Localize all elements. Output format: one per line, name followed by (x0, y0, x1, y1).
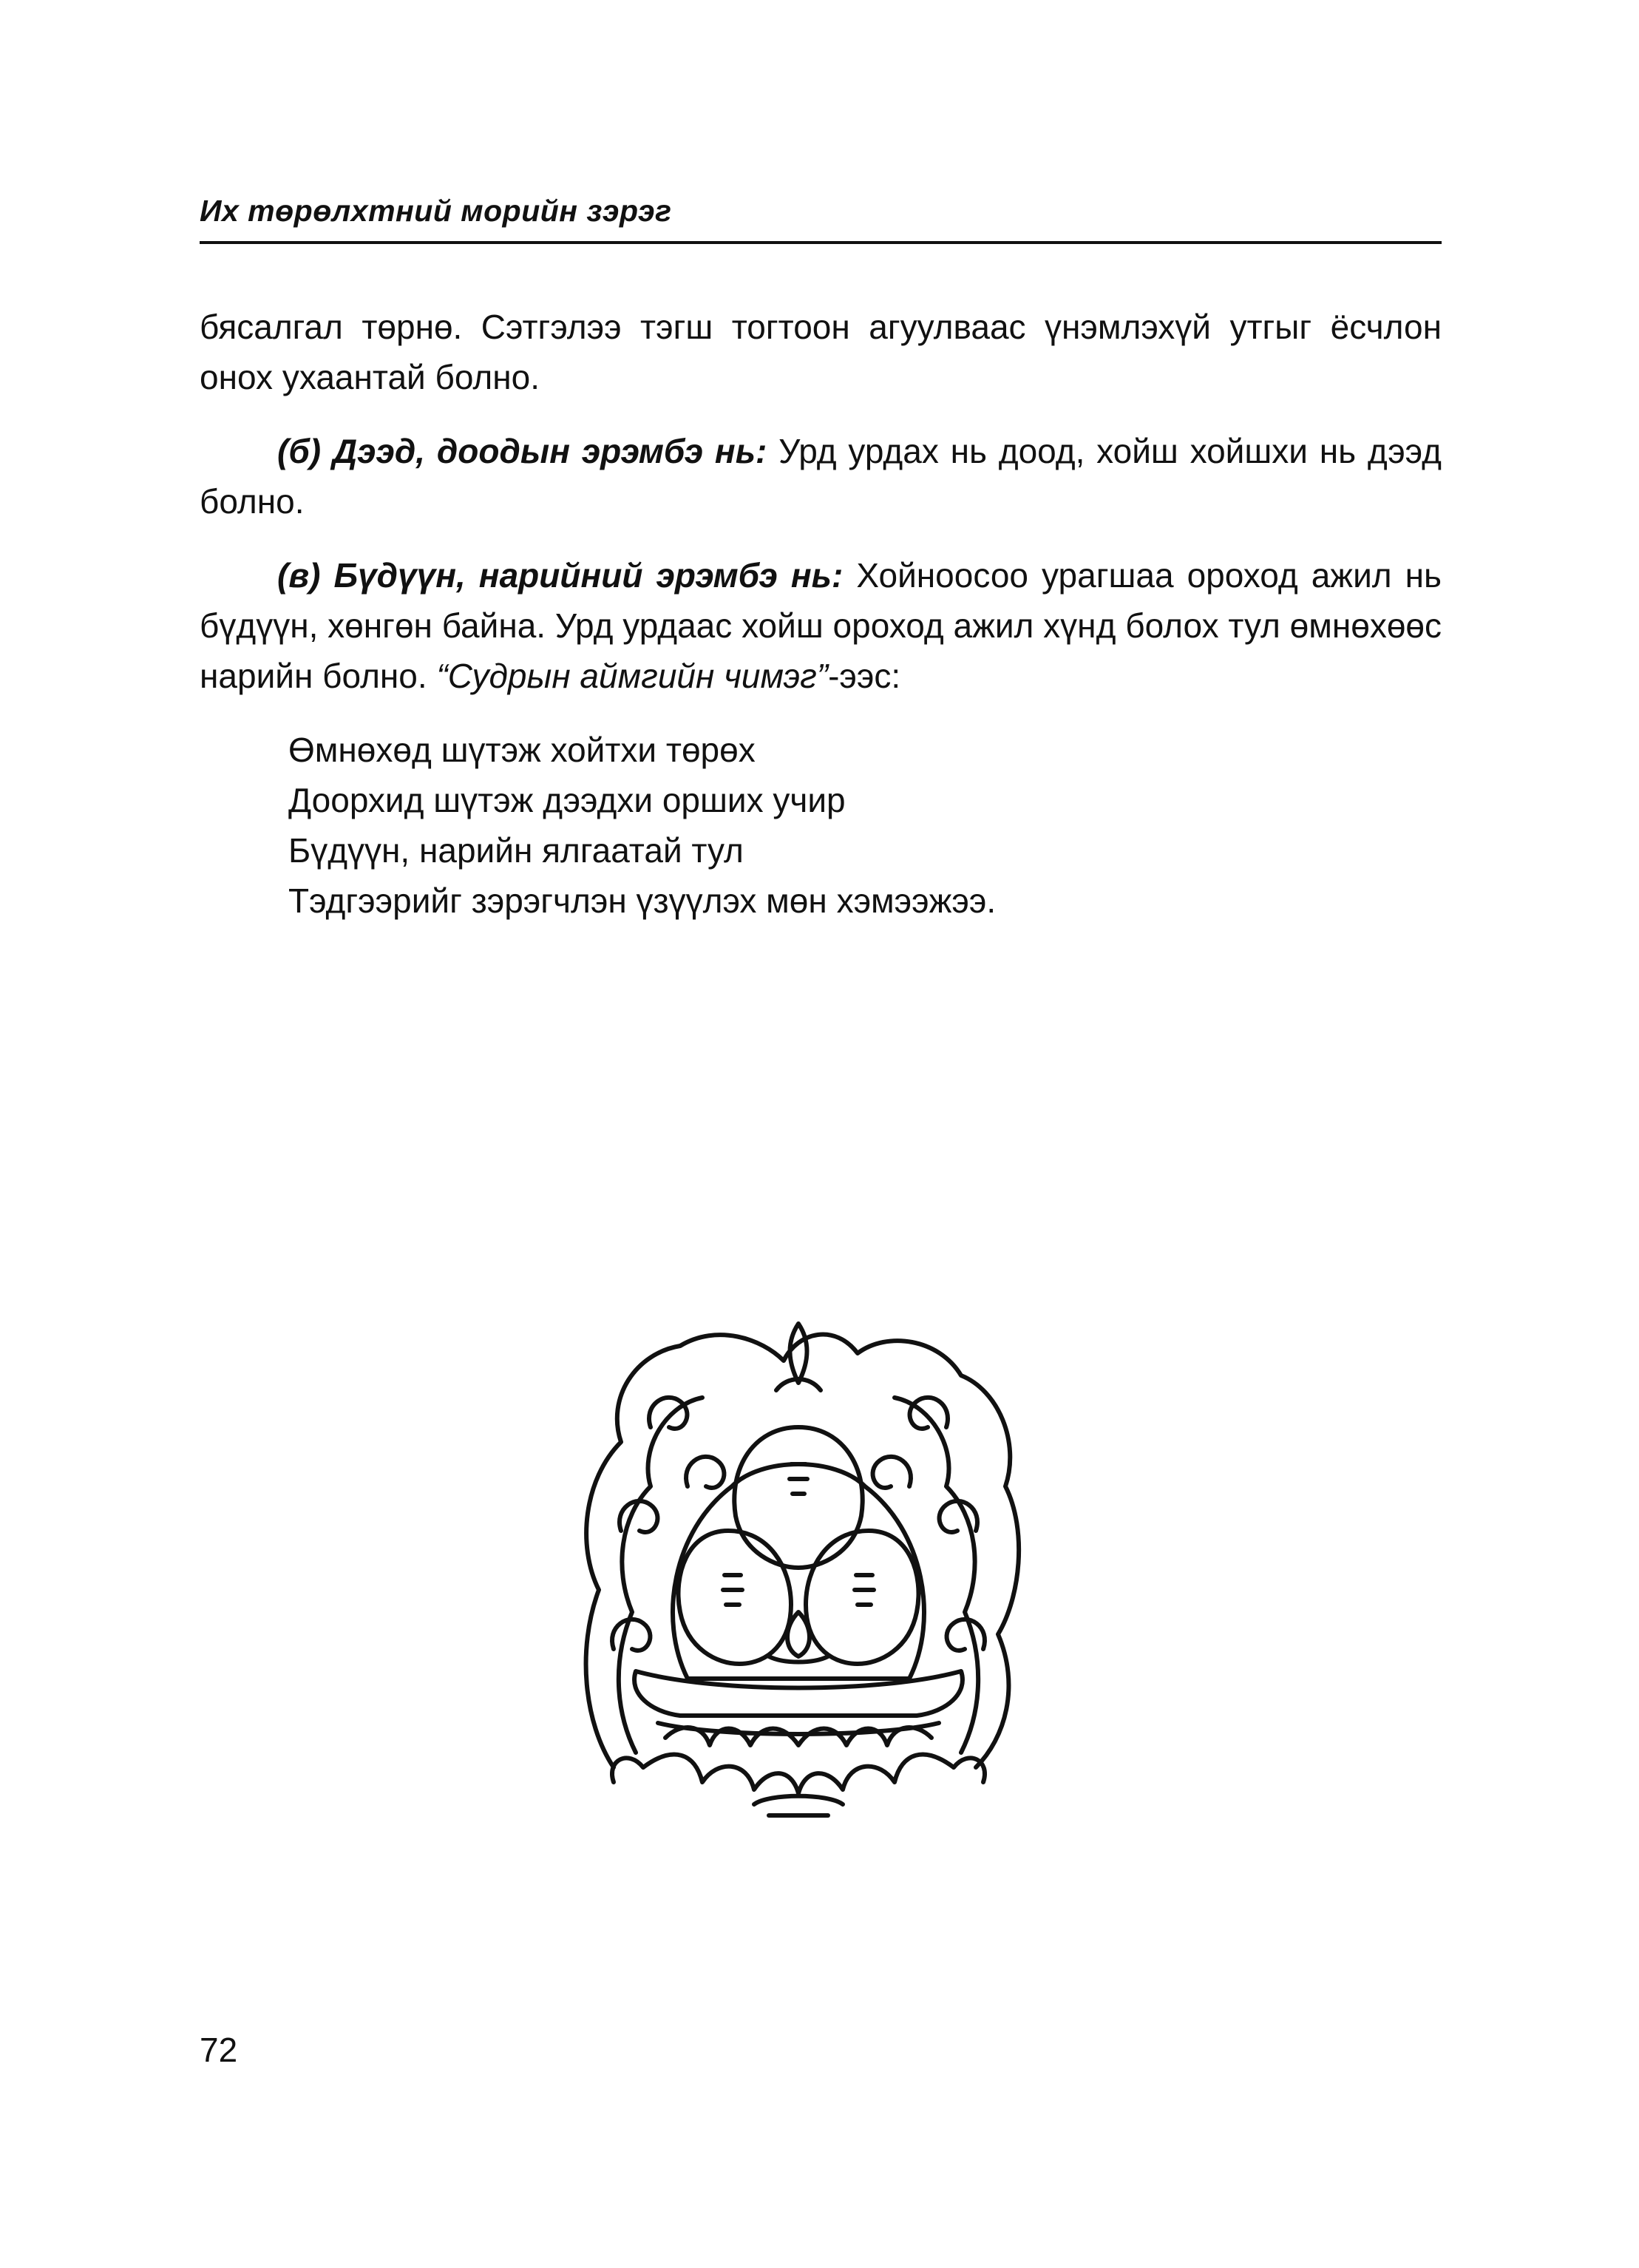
source-title: “Судрын аймгийн чимэг” (436, 657, 829, 695)
paragraph-text: Урд урдах нь доод, хойш хойшхи нь дээд болно. (200, 432, 1442, 521)
term-heading: (в) Бүдүүн, нарийний эрэмбэ нь: (277, 556, 844, 595)
term-heading: (б) Дээд, доодын эрэмбэ нь: (277, 432, 767, 470)
three-jewels-ornament-icon (569, 1309, 1028, 1819)
paragraph-order-high-low (200, 426, 1442, 527)
body-text (200, 302, 1442, 926)
page-number: 72 (200, 2031, 238, 2069)
header-rule (200, 241, 1442, 244)
verse-quote (288, 725, 1442, 926)
verse-line: Доорхид шүтэж дээдхи орших учир (288, 781, 846, 819)
paragraph-text: бясалгал төрнө. Сэтгэлээ тэгш тогтоон агуулваас үнэмлэхүй утгыг ёсчлон онох ухаантай болно. (200, 308, 1442, 396)
verse-line: Өмнөхөд шүтэж хойтхи төрөх (288, 731, 756, 769)
paragraph-text: Хойноосоо урагшаа ороход ажил нь бүдүүн, хөнгөн байна. Урд урдаас хойш ороход ажил хүнд болох тул өмнөхөөс нарийн болно. (200, 556, 1442, 695)
verse-line: Бүдүүн, нарийн ялгаатай тул (288, 831, 744, 870)
source-suffix: -ээс: (828, 657, 901, 695)
verse-line: Тэдгээрийг зэрэгчлэн үзүүлэх мөн хэмээжээ. (288, 881, 997, 920)
paragraph-continued (200, 302, 1442, 402)
running-header: Их төрөлхтний морийн зэрэг (200, 194, 672, 228)
paragraph-order-coarse-fine (200, 550, 1442, 701)
